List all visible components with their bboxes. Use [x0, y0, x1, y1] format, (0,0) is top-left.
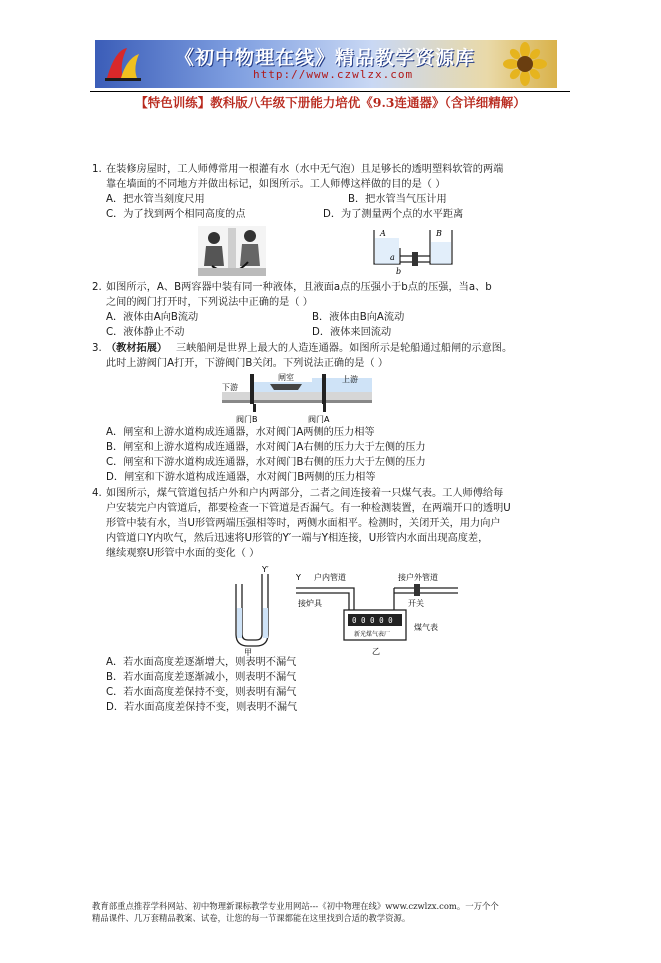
q4-fig-label-meter-digits: 0 0 0 0 0 — [352, 616, 393, 625]
q1-fig-label-a: A — [380, 229, 386, 238]
q3-tag: （教材拓展） — [106, 343, 168, 354]
header-rule — [90, 91, 570, 92]
q3-option-c[interactable]: C．闸室和下游水道构成连通器，水对阀门B右侧的压力大于左侧的压力 — [106, 457, 426, 468]
q3-line-2: 此时上游阀门A打开，下游阀门B关闭。下列说法正确的是（ ） — [106, 358, 389, 369]
q4-number: 4. — [92, 488, 102, 499]
q3-fig-label-downstream: 下游 — [222, 383, 238, 392]
q4-line-3: 形管中装有水，当U形管两端压强相等时，两侧水面相平。检测时，关闭开关，用力向户 — [106, 518, 501, 529]
banner-url[interactable]: http://www.czwlzx.com — [253, 68, 414, 81]
footer-line-1: 教育部重点推荐学科网站、初中物理新课标教学专业用网站---《初中物理在线》www.czwlzx.com。一万个个 — [92, 901, 499, 911]
q1-option-d[interactable]: D．为了测量两个点的水平距离 — [323, 209, 464, 220]
q1-line-1: 在装修房屋时，工人师傅常用一根灌有水（水中无气泡）且足够长的透明塑料软管的两端 — [106, 164, 504, 175]
q1-option-b[interactable]: B．把水管当气压计用 — [348, 194, 447, 205]
q4-fig-label-yi: 乙 — [372, 647, 380, 656]
q1-option-a[interactable]: A．把水管当刻度尺用 — [106, 194, 205, 205]
q1-fig-label-a-point: a — [390, 253, 395, 262]
q4-fig-label-switch: 开关 — [408, 599, 424, 608]
q1-number: 1. — [92, 164, 102, 175]
site-logo-icon — [101, 44, 145, 84]
q3-number: 3. — [92, 343, 102, 354]
q4-option-b[interactable]: B．若水面高度差逐渐减小，则表明不漏气 — [106, 672, 297, 683]
q3-fig-label-chamber: 闸室 — [278, 373, 294, 382]
q4-fig-label-stove: 接炉具 — [298, 599, 322, 608]
q2-option-c[interactable]: C．液体静止不动 — [106, 327, 185, 338]
q4-fig-label-indoor-pipe: 户内管道 — [314, 573, 346, 582]
q4-fig-label-y: Y — [296, 573, 301, 582]
header-banner — [95, 40, 557, 88]
q4-fig-label-yprime: Y′ — [262, 566, 269, 574]
q2-line-2: 之间的阀门打开时，下列说法中正确的是（ ） — [106, 297, 313, 308]
q3-option-a[interactable]: A．闸室和上游水道构成连通器，水对阀门A两侧的压力相等 — [106, 427, 375, 438]
page-footer — [92, 900, 499, 924]
q4-gas-meter-figure — [226, 566, 462, 656]
q1-fig-label-b-point: b — [396, 267, 402, 276]
q2-option-b[interactable]: B．液体由B向A流动 — [312, 312, 405, 323]
q2-option-d[interactable]: D．液体来回流动 — [312, 327, 392, 338]
q3-fig-label-valve-b: 阀门B — [236, 415, 258, 424]
q4-line-5: 继续观察U形管中水面的变化（ ） — [106, 548, 260, 559]
q1-workers-figure — [198, 226, 266, 276]
q1-fig-label-b: B — [436, 229, 442, 238]
q4-option-d[interactable]: D．若水面高度差保持不变，则表明不漏气 — [106, 702, 298, 713]
q3-fig-label-upstream: 上游 — [342, 375, 358, 384]
q3-fig-label-valve-a: 阀门A — [308, 415, 330, 424]
q2-option-a[interactable]: A．液体由A向B流动 — [106, 312, 199, 323]
q4-fig-label-outdoor-pipe: 接户外管道 — [398, 573, 438, 582]
q4-option-c[interactable]: C．若水面高度差保持不变，则表明有漏气 — [106, 687, 297, 698]
q4-fig-label-factory: 新光煤气表厂 — [354, 631, 391, 638]
q4-line-1: 如图所示，煤气管道包括户外和户内两部分，二者之间连接着一只煤气表。工人师傅给每 — [106, 488, 504, 499]
q4-line-2: 户安装完户内管道后，都要检查一下管道是否漏气。有一种检测装置，在两端开口的透明U — [106, 503, 511, 514]
q4-line-4: 内管道口Y内吹气，然后迅速将U形管的Y′一端与Y相连接，U形管内水面出现高度差， — [106, 533, 489, 544]
banner-title: 《初中物理在线》精品教学资源库 — [175, 47, 476, 69]
q2-line-1: 如图所示，A、B两容器中装有同一种液体，且液面a点的压强小于b点的压强，当a、b — [106, 282, 492, 293]
q1-option-c[interactable]: C．为了找到两个相同高度的点 — [106, 209, 246, 220]
q4-fig-label-jia: 甲 — [244, 648, 252, 656]
sunflower-icon — [495, 42, 553, 86]
footer-line-2: 精品课件、几万套精品教案、试卷，让您的每一节课都能在这里找到合适的教学资源。 — [92, 913, 411, 923]
q3-line-1: 三峡船闸是世界上最大的人造连通器。如图所示是轮船通过船闸的示意图。 — [176, 343, 513, 354]
document-title: 【特色训练】教科版八年级下册能力培优《9.3连通器》（含详细精解） — [135, 95, 526, 110]
q1-line-2: 靠在墙面的不同地方并做出标记，如图所示。工人师傅这样做的目的是（ ） — [106, 179, 446, 190]
q3-ship-lock-figure — [222, 370, 372, 426]
q4-option-a[interactable]: A．若水面高度差逐渐增大，则表明不漏气 — [106, 657, 297, 668]
q1-ab-container-figure — [370, 226, 456, 278]
q4-fig-label-meter: 煤气表 — [414, 623, 438, 632]
q3-option-b[interactable]: B．闸室和上游水道构成连通器，水对阀门A右侧的压力大于左侧的压力 — [106, 442, 426, 453]
q3-option-d[interactable]: D．闸室和下游水道构成连通器，水对阀门B两侧的压力相等 — [106, 472, 376, 483]
q2-number: 2. — [92, 282, 102, 293]
